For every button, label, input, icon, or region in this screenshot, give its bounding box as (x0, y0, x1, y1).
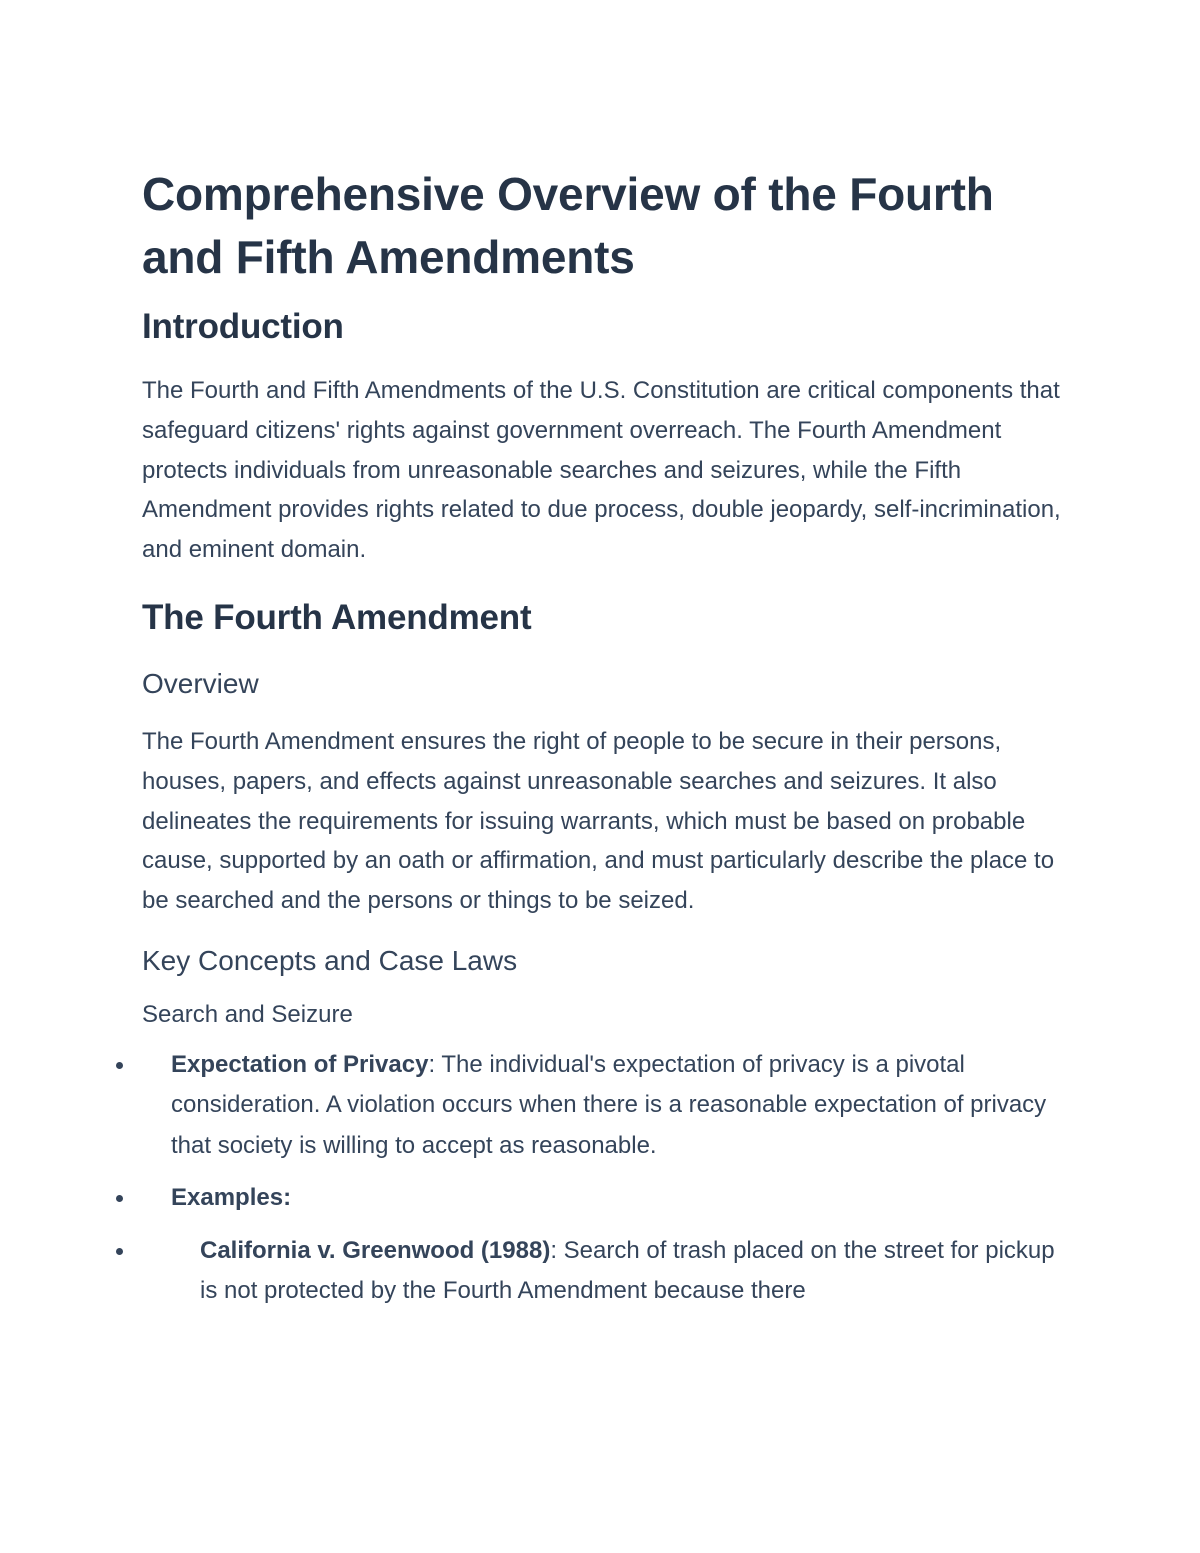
key-concepts-heading: Key Concepts and Case Laws (142, 944, 518, 976)
search-seizure-heading: Search and Seizure (142, 1000, 353, 1028)
list-item-term: Examples: (171, 1184, 292, 1212)
document-page (142, 163, 1062, 1312)
list-item-term: California v. Greenwood (1988) (200, 1236, 551, 1264)
list-item-text: : Search of trash placed on the street for pickup is not protected by the Fourth Amendment because there (200, 1236, 1055, 1305)
document-title: Comprehensive Overview of the Fourth and Fifth Amendments (142, 168, 994, 283)
list-item-text: : The individual's expectation of privacy is a pivotal consideration. A violation occurs when there is a reasonable expectation of privacy that society is willing to accept as reasonable. (171, 1050, 1047, 1159)
introduction-heading: Introduction (142, 307, 344, 346)
list-item-expectation-of-privacy (142, 1045, 1062, 1167)
bullet-icon (116, 1195, 123, 1202)
bullet-icon (116, 1248, 123, 1255)
fourth-amendment-heading: The Fourth Amendment (142, 597, 532, 637)
overview-paragraph: The Fourth Amendment ensures the right of people to be secure in their persons, houses, papers, and effects against unreasonable searches and seizures. It also delineates the requirements for issuing warrants, which must be based on probable cause, supported by an oath or affirmation, and must particularly describe the place to be searched and the persons or things to be seized. (142, 727, 1055, 915)
introduction-paragraph: The Fourth and Fifth Amendments of the U.S. Constitution are critical components that safeguard citizens' rights against government overreach. The Fourth Amendment protects individuals from unreasonable searches and seizures, while the Fifth Amendment provides rights related to due process, double jeopardy, self-incrimination, and eminent domain. (142, 377, 1061, 564)
bullet-icon (116, 1062, 123, 1069)
list-item-examples (142, 1178, 1062, 1219)
list-item-term: Expectation of Privacy (171, 1050, 429, 1078)
search-seizure-list (142, 1045, 1062, 1312)
list-item-california-v-greenwood (142, 1231, 1062, 1312)
overview-heading: Overview (142, 667, 259, 699)
